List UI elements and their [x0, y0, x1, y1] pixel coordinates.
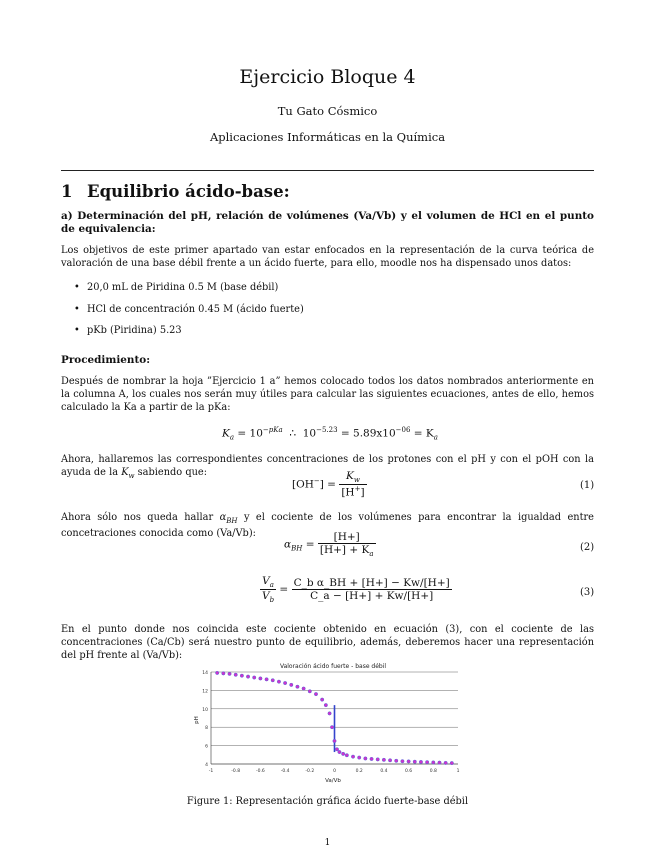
y-tick-label: 14: [202, 671, 208, 676]
data-point: [283, 681, 286, 684]
eq-numerator: V: [262, 575, 270, 587]
equation-number: (2): [580, 542, 595, 553]
y-tick-label: 4: [205, 763, 208, 768]
eq-numerator: [H+]: [318, 531, 376, 544]
kw-text-2: sabiendo que:: [137, 466, 207, 478]
data-point: [328, 712, 331, 715]
alpha-text: Ahora sólo nos queda hallar: [61, 512, 214, 523]
alpha-subscript: BH: [226, 516, 238, 525]
equation-number: (1): [580, 480, 595, 491]
chart-ticks: [202, 670, 459, 774]
x-tick-label: 0.2: [355, 769, 363, 774]
list-item-text: 20,0 mL de Piridina 0.5 M (base débil): [87, 282, 279, 293]
data-point: [370, 757, 373, 760]
data-point: [215, 671, 218, 674]
data-point: [345, 754, 348, 757]
data-point: [432, 761, 435, 764]
data-point: [324, 703, 327, 706]
x-tick-label: -0.8: [231, 769, 241, 774]
data-point: [425, 760, 428, 763]
eq-text: ]: [360, 486, 365, 499]
data-point: [265, 678, 268, 681]
kw-subscript: w: [128, 471, 135, 480]
data-point: [308, 690, 311, 693]
eq-denominator: [H: [341, 486, 355, 499]
list-item-text: pKb (Piridina) 5.23: [87, 325, 182, 336]
eq-symbol: K: [222, 427, 230, 440]
data-point: [395, 759, 398, 762]
equation-3: $\frac{V_a}{V_b}$ = $\frac{\text{C\_b α\_BH + [H+] − Kw/[H+]}}{C\_a - [H+] + Kw/[H+]}$: [262, 575, 450, 605]
bullet-icon: •: [74, 304, 80, 315]
y-tick-label: 6: [205, 744, 208, 750]
subsection-heading: a) Determinación del pH, relación de volúmenes (Va/Vb) y el volumen de HCl en el punto de equivalencia:: [61, 210, 594, 235]
bullet-icon: •: [74, 325, 80, 336]
data-point: [438, 761, 441, 764]
data-point: [290, 683, 293, 686]
equation-number: (3): [580, 587, 595, 598]
document-title: Ejercicio Bloque 4: [239, 66, 416, 88]
x-tick-label: 0.8: [429, 769, 437, 774]
kw-symbol: K: [121, 466, 129, 478]
eq-exponent: −5.23: [316, 426, 338, 434]
eq-denominator: C_a − [H+] + Kw/[H+]: [310, 590, 434, 603]
eq-subscript: b: [269, 596, 275, 605]
data-point: [376, 758, 379, 761]
data-point: [259, 677, 262, 680]
eq-exponent: +: [354, 485, 361, 494]
eq-exponent: −: [313, 476, 320, 485]
x-tick-label: -0.2: [305, 769, 315, 774]
alpha-text-2: y el cociente de los volúmenes para encontrar la igualdad entre concetraciones conocida como (Va/Vb):: [61, 512, 594, 539]
data-point: [314, 692, 317, 695]
data-point: [382, 758, 385, 761]
ka-equation: [222, 426, 438, 442]
eq-subscript: a: [369, 550, 374, 559]
data-point: [364, 757, 367, 760]
data-point: [296, 685, 299, 688]
eq-numerator: C_b α_BH + [H+] − Kw/[H+]: [293, 577, 450, 590]
eq-text: = 5.89x10: [340, 427, 396, 440]
procedure-heading: Procedimiento:: [61, 354, 151, 366]
data-point: [234, 673, 237, 676]
eq1-fraction: [339, 470, 366, 499]
figure-caption: Figure 1: Representación gráfica ácido fuerte-base débil: [186, 796, 469, 807]
intro-paragraph: Los objetivos de este primer apartado van estar enfocados en la representación de la curva teórica de valoración de una base débil frente a un ácido fuerte, para ello, moodle nos ha dispensado unos datos:: [61, 245, 594, 269]
eq-subscript: a: [269, 581, 274, 590]
section-title: Equilibrio ácido-base:: [87, 182, 290, 201]
therefore-symbol: ∴: [289, 427, 297, 440]
data-point: [401, 760, 404, 763]
equation-1: [292, 470, 367, 499]
list-item: [74, 304, 304, 315]
affiliation: Aplicaciones Informáticas en la Química: [209, 130, 446, 144]
eq3-lhs-fraction: [260, 575, 276, 604]
eq-subscript: BH: [291, 544, 303, 553]
titration-chart: [193, 660, 468, 785]
bullet-icon: •: [74, 282, 80, 293]
eq-text: = 10: [237, 427, 263, 440]
data-point: [271, 679, 274, 682]
data-point: [330, 726, 333, 729]
eq-subscript: w: [353, 476, 360, 485]
page-number: 1: [324, 838, 331, 848]
data-point: [253, 676, 256, 679]
eq-subscript: a: [433, 433, 438, 442]
data-point: [228, 672, 231, 675]
data-point: [358, 756, 361, 759]
eq-symbol: α: [284, 538, 292, 551]
eq-numerator: K: [346, 470, 354, 482]
x-axis-label: Va/Vb: [325, 778, 341, 784]
data-point: [388, 759, 391, 762]
data-point: [341, 752, 344, 755]
data-point: [240, 674, 243, 677]
equation-2: [284, 531, 376, 558]
x-tick-label: -1: [208, 769, 214, 774]
data-point: [338, 750, 341, 753]
x-tick-label: 0: [333, 769, 336, 774]
y-tick-label: 8: [205, 726, 208, 732]
y-tick-label: 10: [202, 707, 208, 713]
y-tick-label: 12: [202, 689, 208, 695]
chart-title: Valoración ácido fuerte - base débil: [279, 663, 387, 670]
x-tick-label: -0.6: [256, 769, 265, 774]
procedure-paragraph: Después de nombrar la hoja ”Ejercicio 1 a” hemos colocado todos los datos nombrados anteriormente en la columna A, los cuales nos serán muy útiles para calcular las siguientes ecuaciones, antes de ello, hemos calculado la Ka a partir de la pKa:: [61, 376, 594, 413]
final-paragraph: En el punto donde nos coincida este cociente obtenido en ecuación (3), con el cociente de las concentraciones (Ca/Cb) será nuestro punto de equilibrio, además, deberemos hacer una representación del pH frente al (Va/Vb):: [61, 624, 594, 661]
data-point: [407, 760, 410, 763]
eq-text: [OH: [292, 478, 314, 491]
eq-subscript: a: [229, 433, 235, 442]
chart-points: [215, 671, 453, 765]
data-point: [333, 739, 336, 742]
eq-exponent: −06: [395, 426, 411, 434]
section-number: 1: [61, 182, 73, 201]
eq-denominator: [H+] + K: [319, 544, 370, 556]
kw-text: Ahora, hallaremos las correspondientes concentraciones de los protones con el pH y con el pOH con la ayuda de la: [61, 454, 594, 478]
eq3-rhs-fraction: [292, 577, 452, 602]
section-heading: [61, 182, 290, 201]
eq-text: = K: [413, 427, 434, 440]
eq-denominator: V: [262, 590, 270, 603]
eq2-fraction: [318, 531, 376, 558]
data-point: [444, 761, 447, 764]
x-tick-label: -0.4: [280, 769, 290, 774]
alpha-symbol: α: [219, 512, 227, 523]
list-item: [74, 325, 182, 336]
eq-text: 10: [302, 427, 317, 440]
eq-text: =: [305, 538, 315, 551]
data-point: [351, 755, 354, 758]
y-axis-label: pH: [194, 716, 200, 724]
list-item: [74, 282, 278, 293]
x-tick-label: 1: [456, 769, 460, 774]
data-point: [419, 760, 422, 763]
data-point: [335, 748, 338, 751]
data-point: [450, 761, 453, 764]
eq-text: ] =: [319, 478, 336, 491]
author: Tu Gato Cósmico: [277, 104, 378, 118]
x-tick-label: 0.6: [405, 769, 413, 774]
data-point: [222, 672, 225, 675]
data-point: [302, 687, 305, 690]
data-point: [246, 675, 249, 678]
data-point: [320, 698, 323, 701]
list-item-text: HCl de concentración 0.45 M (ácido fuerte): [87, 304, 304, 315]
data-point: [413, 760, 416, 763]
eq-exponent: −pKa: [262, 426, 283, 434]
x-tick-label: 0.4: [380, 769, 388, 774]
title-rule: [61, 170, 594, 171]
data-point: [277, 680, 280, 683]
